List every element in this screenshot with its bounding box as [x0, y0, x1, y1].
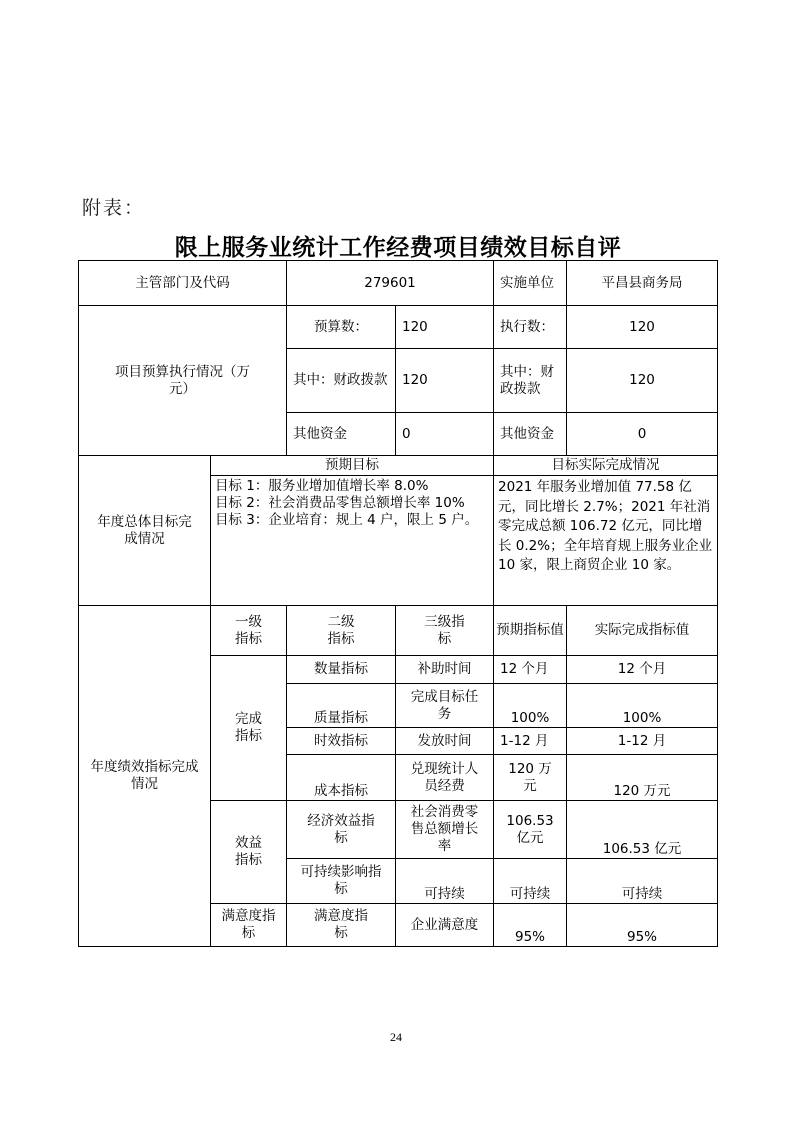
level2: 成本指标: [287, 755, 396, 801]
budget-label-0: 预算数：: [287, 306, 396, 349]
attachment-label: 附表：: [82, 197, 146, 219]
level3: 发放时间: [396, 728, 494, 755]
group-benefit: 效益指标: [211, 801, 287, 904]
page-title: 限上服务业统计工作经费项目绩效目标自评: [174, 235, 622, 261]
expected-value: 可持续: [494, 859, 567, 904]
goals-label: 年度总体目标完成情况: [79, 456, 211, 606]
level3: 企业满意度: [396, 904, 494, 947]
budget-value-0: 120: [396, 306, 494, 349]
dept-label: 主管部门及代码: [79, 261, 287, 306]
level3: 补助时间: [396, 656, 494, 684]
actual-goals: 2021 年服务业增加值 77.58 亿元，同比增长 2.7%；2021 年社消零完成总额 106.72 亿元，同比增长 0.2%；全年培育规上服务业企业 10 家，限上商贸企业 10 家。: [494, 476, 718, 606]
level2: 满意度指标: [287, 904, 396, 947]
goal-1: 目标 1：服务业增加值增长率 8.0%: [215, 478, 429, 494]
level2: 经济效益指标: [287, 801, 396, 859]
budget-label-2: 其他资金: [287, 413, 396, 456]
exec-value-1: 120: [567, 349, 718, 413]
exec-label-2: 其他资金: [494, 413, 567, 456]
expected-value: 95%: [494, 904, 567, 947]
exec-value-2: 0: [567, 413, 718, 456]
expected-value: 100%: [494, 684, 567, 728]
goal-3: 目标 3：企业培育：规上 4 户，限上 5 户。: [215, 512, 479, 528]
actual-value: 12 个月: [567, 656, 718, 684]
level3: 兑现统计人员经费: [396, 755, 494, 801]
header-level1: 一级指标: [211, 606, 287, 656]
actual-value: 1-12 月: [567, 728, 718, 755]
group-completion: 完成指标: [211, 656, 287, 801]
dept-code: 279601: [287, 261, 494, 306]
impl-label: 实施单位: [494, 261, 567, 306]
expected-value: 106.53 亿元: [494, 801, 567, 859]
expected-value: 12 个月: [494, 656, 567, 684]
actual-value: 可持续: [567, 859, 718, 904]
actual-value: 95%: [567, 904, 718, 947]
header-expected: 预期指标值: [494, 606, 567, 656]
goal-2: 目标 2：社会消费品零售总额增长率 10%: [215, 495, 465, 511]
page-number: 24: [390, 1030, 402, 1044]
group-satisfaction: 满意度指标: [211, 904, 287, 947]
exec-value-0: 120: [567, 306, 718, 349]
impl-value: 平昌县商务局: [567, 261, 718, 306]
budget-label: 项目预算执行情况（万元）: [79, 306, 287, 456]
actual-header: 目标实际完成情况: [494, 456, 718, 476]
level2: 时效指标: [287, 728, 396, 755]
level3: 社会消费零售总额增长率: [396, 801, 494, 859]
exec-label-0: 执行数：: [494, 306, 567, 349]
expected-value: 1-12 月: [494, 728, 567, 755]
budget-label-1: 其中：财政拨款: [287, 349, 396, 413]
header-level3: 三级指标: [396, 606, 494, 656]
exec-label-1: 其中：财政拨款: [494, 349, 567, 413]
expected-header: 预期目标: [211, 456, 494, 476]
level2: 质量指标: [287, 684, 396, 728]
actual-value: 120 万元: [567, 755, 718, 801]
header-actual: 实际完成指标值: [567, 606, 718, 656]
header-level2: 二级指标: [287, 606, 396, 656]
level2: 数量指标: [287, 656, 396, 684]
budget-value-2: 0: [396, 413, 494, 456]
evaluation-table: [78, 260, 718, 947]
actual-value: 106.53 亿元: [567, 801, 718, 859]
indicators-label: 年度绩效指标完成情况: [79, 606, 211, 947]
expected-value: 120 万元: [494, 755, 567, 801]
budget-value-1: 120: [396, 349, 494, 413]
level2: 可持续影响指标: [287, 859, 396, 904]
actual-value: 100%: [567, 684, 718, 728]
level3: 完成目标任务: [396, 684, 494, 728]
expected-goals: [211, 476, 494, 606]
level3: 可持续: [396, 859, 494, 904]
